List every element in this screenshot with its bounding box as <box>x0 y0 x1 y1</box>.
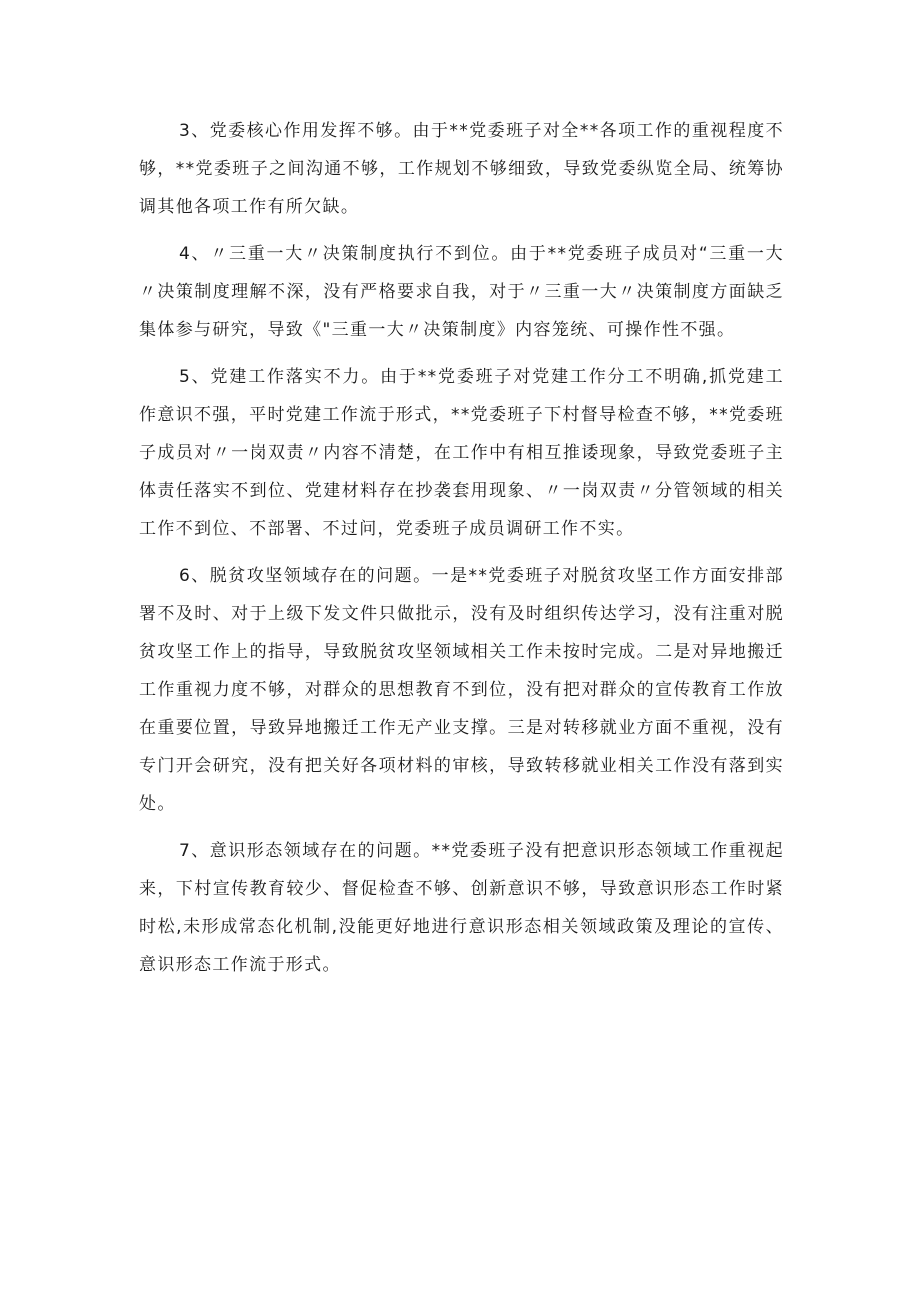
paragraph-item-3: 3、党委核心作用发挥不够。由于**党委班子对全**各项工作的重视程度不够，**党委班子之间沟通不够，工作规划不够细致，导致党委纵览全局、统筹协调其他各项工作有所欠缺。 <box>139 121 784 217</box>
document-body <box>139 112 784 993</box>
paragraph-item-4: 4、〃三重一大〃决策制度执行不到位。由于**党委班子成员对“三重一大〃决策制度理解不深，没有严格要求自我，对于〃三重一大〃决策制度方面缺乏集体参与研究，导致《"三重一大〃决策制度》内容笼统、可操作性不强。 <box>139 244 784 340</box>
paragraph-item-5: 5、党建工作落实不力。由于**党委班子对党建工作分工不明确,抓党建工作意识不强，平时党建工作流于形式，**党委班子下村督导检查不够，**党委班子成员对〃一岗双责〃内容不清楚，在工作中有相互推诿现象，导致党委班子主体责任落实不到位、党建材料存在抄袭套用现象、〃一岗双责〃分管领域的相关工作不到位、不部署、不过问，党委班子成员调研工作不实。 <box>139 367 784 539</box>
paragraph-item-6: 6、脱贫攻坚领域存在的问题。一是**党委班子对脱贫攻坚工作方面安排部署不及时、对于上级下发文件只做批示，没有及时组织传达学习，没有注重对脱贫攻坚工作上的指导，导致脱贫攻坚领域相关工作未按时完成。二是对异地搬迁工作重视力度不够，对群众的思想教育不到位，没有把对群众的宣传教育工作放在重要位置，导致异地搬迁工作无产业支撑。三是对转移就业方面不重视，没有专门开会研究，没有把关好各项材料的审核，导致转移就业相关工作没有落到实处。 <box>139 566 784 814</box>
paragraph-item-7: 7、意识形态领域存在的问题。**党委班子没有把意识形态领域工作重视起来，下村宣传教育较少、督促检查不够、创新意识不够，导致意识形态工作时紧时松,未形成常态化机制,没能更好地进行意识形态相关领域政策及理论的宣传、意识形态工作流于形式。 <box>139 841 784 975</box>
